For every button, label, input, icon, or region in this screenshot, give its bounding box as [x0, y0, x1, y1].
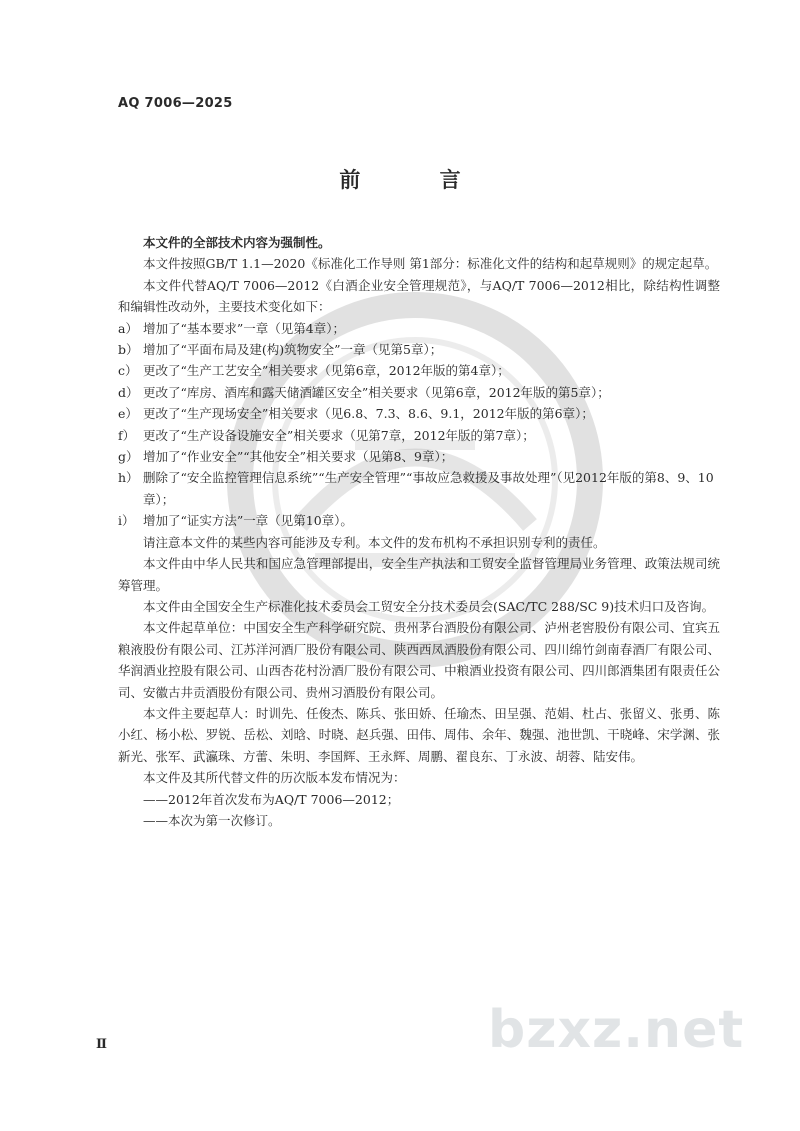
page-title: 前 言 [339, 168, 497, 192]
foreword-body [118, 232, 720, 831]
replacement-paragraph: 本文件代替AQ/T 7006—2012《白酒企业安全管理规范》，与AQ/T 7006—2012相比，除结构性调整和编辑性改动外，主要技术变化如下： [118, 277, 720, 315]
list-item: g） 增加了“作业安全”“其他安全”相关要求（见第8、9章）； [118, 449, 454, 465]
history-item: ——本次为第一次修订。 [143, 812, 281, 828]
list-item: h） 删除了“安全监控管理信息系统”“生产安全管理”“事故应急救援及事故处理”（见2012年版的第8、9、10章）； [118, 470, 714, 507]
mandatory-statement: 本文件的全部技术内容为强制性。 [143, 235, 331, 250]
list-item: f） 更改了“生产设备设施安全”相关要求（见第7章，2012年版的第7章）； [118, 427, 535, 443]
changes-list [118, 318, 720, 532]
patent-notice-paragraph: 请注意本文件的某些内容可能涉及专利。本文件的发布机构不承担识别专利的责任。 [143, 534, 606, 550]
document-code: AQ 7006—2025 [118, 96, 233, 111]
list-item: d） 更改了“库房、酒库和露天储酒罐区安全”相关要求（见第6章，2012年版的第5章）； [118, 384, 610, 400]
list-item: i） 增加了“证实方法”一章（见第10章）。 [118, 513, 353, 529]
list-item: c） 更改了“生产工艺安全”相关要求（见第6章，2012年版的第4章）； [118, 363, 510, 379]
technical-committee-paragraph: 本文件由全国安全生产标准化技术委员会工贸安全分技术委员会(SAC/TC 288/SC 9)技术归口及咨询。 [143, 598, 715, 614]
history-item: ——2012年首次发布为AQ/T 7006—2012； [143, 791, 400, 807]
list-item: a） 增加了“基本要求”一章（见第4章）； [118, 320, 345, 336]
list-item: b） 增加了“平面布局及建(构)筑物安全”一章（见第5章）； [118, 342, 443, 358]
drafting-basis-paragraph: 本文件按照GB/T 1.1—2020《标准化工作导则 第1部分：标准化文件的结构和起草规则》的规定起草。 [143, 256, 718, 272]
drafters-paragraph: 本文件主要起草人：时训先、任俊杰、陈兵、张田娇、任瑜杰、田呈强、范娟、杜占、张留义、张勇、陈小红、杨小松、罗锐、岳松、刘晗、时晓、赵兵强、田伟、周伟、余年、魏强、池世凯、干晓峰、宋学渊、张新光、张军、武瀛珠、方蕾、朱明、李国辉、王永辉、周鹏、翟良东、丁永波、胡蓉、陆安伟。 [118, 705, 720, 764]
site-watermark: bzxz.net [488, 1000, 745, 1060]
list-item: e） 更改了“生产现场安全”相关要求（见6.8、7.3、8.6、9.1，2012年版的第6章）； [118, 406, 594, 422]
version-history-intro: 本文件及其所代替文件的历次版本发布情况为： [143, 770, 406, 786]
proposer-paragraph: 本文件由中华人民共和国应急管理部提出，安全生产执法和工贸安全监督管理局业务管理、政策法规司统筹管理。 [118, 556, 720, 593]
page-number: Ⅱ [96, 1037, 107, 1052]
drafting-units-paragraph: 本文件起草单位：中国安全生产科学研究院、贵州茅台酒股份有限公司、泸州老窖股份有限公司、宜宾五粮液股份有限公司、江苏洋河酒厂股份有限公司、陕西西凤酒股份有限公司、四川绵竹剑南春酒厂有限公司、华润酒业控股有限公司、山西杏花村汾酒厂股份有限公司、中粮酒业投资有限公司、四川郎酒集团有限责任公司、安徽古井贡酒股份有限公司、贵州习酒股份有限公司。 [118, 620, 720, 700]
